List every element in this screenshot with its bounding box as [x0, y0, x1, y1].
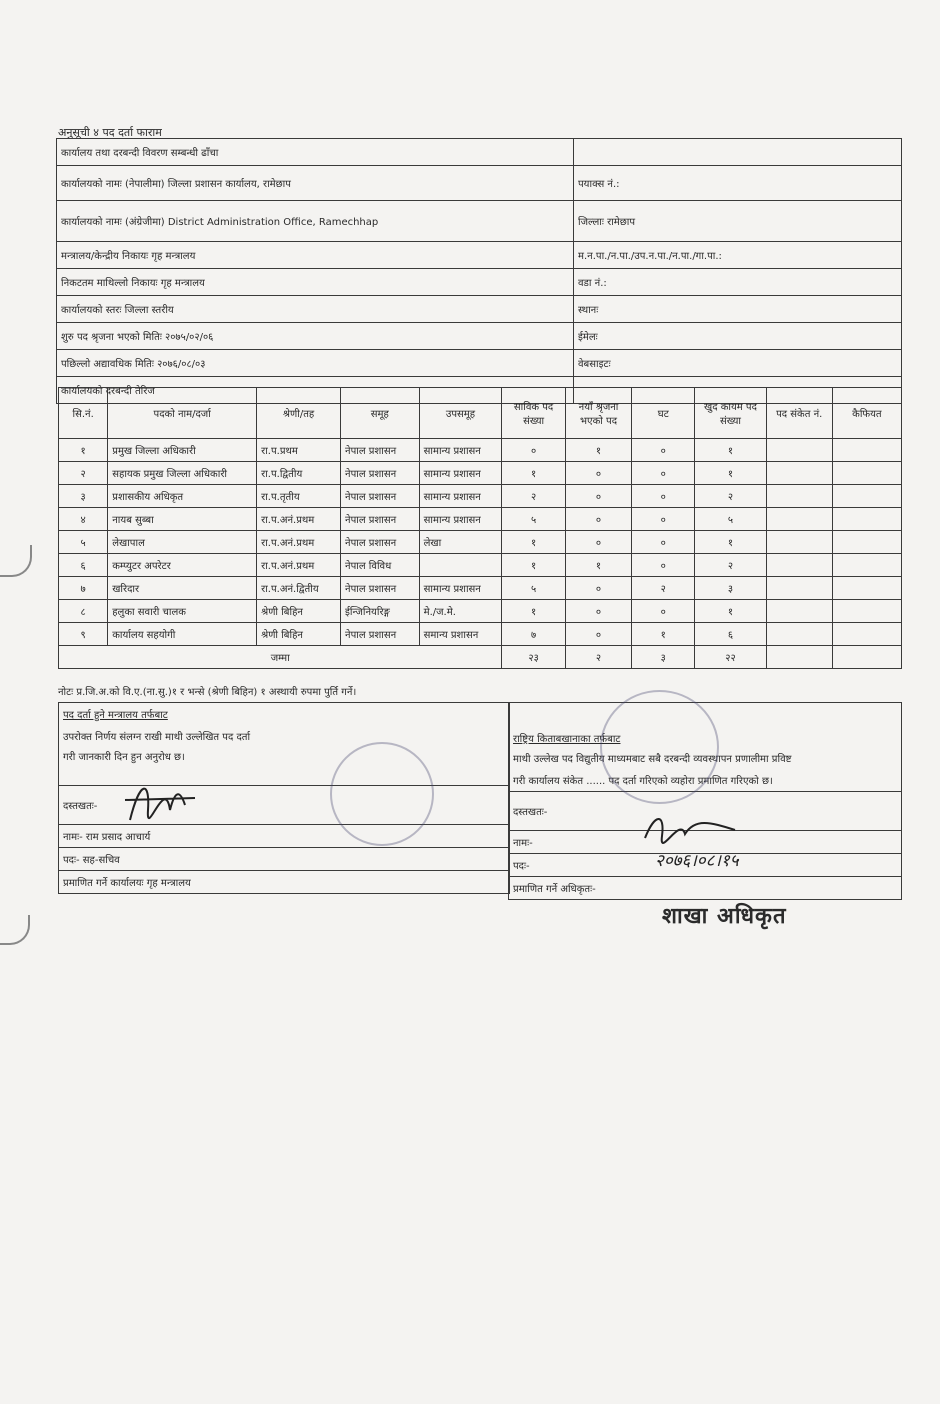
header-left-cell: पछिल्लो अद्यावधिक मितिः २०७६/०८/०३	[57, 350, 574, 377]
table-cell: प्रमुख जिल्ला अधिकारी	[108, 439, 257, 462]
table-cell: ७	[502, 623, 565, 646]
table-cell: कार्यालय सहयोगी	[108, 623, 257, 646]
table-cell: रा.प.द्वितीय	[257, 462, 341, 485]
table-cell	[832, 462, 901, 485]
table-cell	[766, 462, 832, 485]
table-cell: ०	[632, 485, 695, 508]
officer-stamp: शाखा अधिकृत	[662, 904, 787, 929]
column-header: उपसमूह	[419, 388, 502, 439]
table-cell: ०	[565, 600, 631, 623]
ministry-office: प्रमाणित गर्ने कार्यालयः गृह मन्त्रालय	[59, 871, 510, 894]
table-cell: सामान्य प्रशासन	[419, 577, 502, 600]
form-title: अनुसूची ४ पद दर्ता फाराम	[58, 126, 162, 139]
table-cell: नेपाल प्रशासन	[341, 462, 420, 485]
table-cell: ६	[695, 623, 766, 646]
header-right-cell: वेबसाइटः	[574, 350, 902, 377]
table-cell: १	[695, 531, 766, 554]
table-cell: १	[695, 462, 766, 485]
table-cell	[766, 554, 832, 577]
table-cell: ०	[565, 623, 631, 646]
header-row	[57, 269, 902, 296]
table-cell	[766, 508, 832, 531]
punch-hole-icon	[0, 545, 32, 577]
library-sign-label: दस्तखतः-	[509, 792, 902, 831]
header-left-cell: कार्यालयको नामः (नेपालीमा) जिल्ला प्रशासन कार्यालय, रामेछाप	[57, 166, 574, 201]
table-cell: ५	[59, 531, 108, 554]
totals-empty	[766, 646, 832, 669]
table-row	[59, 623, 902, 646]
header-left-cell: शुरु पद श्रृजना भएको मितिः २०७५/०२/०६	[57, 323, 574, 350]
table-cell: समान्य प्रशासन	[419, 623, 502, 646]
ministry-sign-label: दस्तखतः-	[59, 786, 510, 825]
ministry-signature-icon	[120, 770, 200, 830]
header-left-cell: कार्यालयको स्तरः जिल्ला स्तरीय	[57, 296, 574, 323]
table-cell	[832, 508, 901, 531]
table-cell: रा.प.अनं.प्रथम	[257, 531, 341, 554]
table-cell: लेखापाल	[108, 531, 257, 554]
table-cell	[766, 600, 832, 623]
table-cell	[832, 554, 901, 577]
table-cell: रा.प.अनं.प्रथम	[257, 554, 341, 577]
table-cell	[832, 531, 901, 554]
totals-label: जम्मा	[59, 646, 502, 669]
header-left-cell: निकटतम माथिल्लो निकायः गृह मन्त्रालय	[57, 269, 574, 296]
table-cell	[419, 554, 502, 577]
table-cell: नायब सुब्बा	[108, 508, 257, 531]
header-right-cell: म.न.पा./न.पा./उप.न.पा./न.पा./गा.पा.:	[574, 242, 902, 269]
table-cell: ३	[695, 577, 766, 600]
punch-hole-icon-2	[0, 915, 30, 945]
table-cell: ८	[59, 600, 108, 623]
table-cell: ४	[59, 508, 108, 531]
table-cell: २	[59, 462, 108, 485]
ministry-post: पदः- सह-सचिव	[59, 848, 510, 871]
table-cell: सामान्य प्रशासन	[419, 485, 502, 508]
table-cell: खरिदार	[108, 577, 257, 600]
totals-empty	[832, 646, 901, 669]
table-cell: नेपाल प्रशासन	[341, 623, 420, 646]
table-cell: १	[565, 439, 631, 462]
table-cell: ५	[502, 577, 565, 600]
table-cell: रा.प.अनं.प्रथम	[257, 508, 341, 531]
table-cell	[832, 600, 901, 623]
library-office: प्रमाणित गर्ने अधिकृतः-	[509, 877, 902, 900]
table-cell: हलुका सवारी चालक	[108, 600, 257, 623]
table-cell: ०	[632, 531, 695, 554]
column-header: पद संकेत नं.	[766, 388, 832, 439]
table-cell: १	[59, 439, 108, 462]
table-cell	[766, 577, 832, 600]
table-cell: १	[502, 600, 565, 623]
header-row	[57, 201, 902, 242]
column-header: समूह	[341, 388, 420, 439]
totals-net: २२	[695, 646, 766, 669]
header-row	[57, 242, 902, 269]
table-cell: २	[632, 577, 695, 600]
table-cell: ०	[565, 508, 631, 531]
header-right-cell: स्थानः	[574, 296, 902, 323]
library-seal-icon	[600, 690, 719, 804]
table-cell: २	[695, 554, 766, 577]
table-cell: सामान्य प्रशासन	[419, 508, 502, 531]
table-row	[59, 508, 902, 531]
table-cell: १	[695, 600, 766, 623]
table-cell	[766, 485, 832, 508]
table-cell: रा.प.तृतीय	[257, 485, 341, 508]
table-cell: सहायक प्रमुख जिल्ला अधिकारी	[108, 462, 257, 485]
table-row	[59, 439, 902, 462]
table-cell: ०	[632, 508, 695, 531]
table-cell: नेपाल प्रशासन	[341, 577, 420, 600]
header-left-cell: कार्यालय तथा दरबन्दी विवरण सम्बन्धी ढाँचा	[57, 139, 574, 166]
column-header: सि.नं.	[59, 388, 108, 439]
ministry-body-2: गरी जानकारी दिन हुन अनुरोध छ।	[59, 747, 510, 786]
header-row	[57, 139, 902, 166]
table-cell: मे./ज.मे.	[419, 600, 502, 623]
table-cell: रा.प.अनं.द्वितीय	[257, 577, 341, 600]
table-cell: नेपाल प्रशासन	[341, 439, 420, 462]
table-cell: श्रेणी बिहिन	[257, 600, 341, 623]
table-cell: कम्प्युटर अपरेटर	[108, 554, 257, 577]
position-table	[58, 387, 902, 669]
ministry-body-1: उपरोक्त निर्णय संलग्न राखी माथी उल्लेखित पद दर्ता	[59, 725, 510, 747]
header-right-cell: पयाक्स नं.:	[574, 166, 902, 201]
table-cell: लेखा	[419, 531, 502, 554]
office-header-table	[56, 138, 902, 404]
table-cell: ०	[632, 554, 695, 577]
column-header: कैफियत	[832, 388, 901, 439]
table-cell: ईन्जिनियरिङ्ग	[341, 600, 420, 623]
table-cell: सामान्य प्रशासन	[419, 462, 502, 485]
table-row	[59, 577, 902, 600]
table-cell: ३	[59, 485, 108, 508]
table-cell: १	[695, 439, 766, 462]
table-row	[59, 600, 902, 623]
table-cell: १	[632, 623, 695, 646]
ministry-seal-icon	[330, 742, 434, 846]
table-cell: ५	[695, 508, 766, 531]
table-cell: ०	[565, 577, 631, 600]
column-header: साविक पद संख्या	[502, 388, 565, 439]
table-cell: १	[502, 462, 565, 485]
table-row	[59, 462, 902, 485]
table-cell: ९	[59, 623, 108, 646]
header-right-cell: जिल्लाः रामेछाप	[574, 201, 902, 242]
table-cell: ५	[502, 508, 565, 531]
table-cell: ०	[632, 439, 695, 462]
footnote: नोटः प्र.जि.अ.को वि.ए.(ना.सु.)१ र भन्से (श्रेणी बिहिन) १ अस्थायी रुपमा पुर्ति गर्ने।	[58, 687, 357, 698]
table-row	[59, 531, 902, 554]
totals-new: २	[565, 646, 631, 669]
table-cell	[832, 577, 901, 600]
table-cell: सामान्य प्रशासन	[419, 439, 502, 462]
library-name: नामः-	[509, 831, 902, 854]
header-row	[57, 323, 902, 350]
table-cell	[832, 623, 901, 646]
table-cell: ०	[502, 439, 565, 462]
column-header: खुद कायम पद संख्या	[695, 388, 766, 439]
table-cell: श्रेणी बिहिन	[257, 623, 341, 646]
header-row	[57, 350, 902, 377]
table-cell	[766, 623, 832, 646]
ministry-heading: पद दर्ता हुने मन्त्रालय तर्फबाट	[63, 710, 168, 721]
totals-row	[59, 646, 902, 669]
table-cell: ०	[565, 531, 631, 554]
table-cell: १	[565, 554, 631, 577]
table-cell: ०	[565, 485, 631, 508]
table-cell: १	[502, 554, 565, 577]
header-left-cell: मन्त्रालय/केन्द्रीय निकायः गृह मन्त्रालय	[57, 242, 574, 269]
table-cell: रा.प.प्रथम	[257, 439, 341, 462]
table-cell	[766, 531, 832, 554]
table-cell: ०	[565, 462, 631, 485]
table-cell: ०	[632, 462, 695, 485]
table-cell: २	[502, 485, 565, 508]
table-cell: ६	[59, 554, 108, 577]
header-right-cell	[574, 139, 902, 166]
table-cell	[832, 485, 901, 508]
column-header: पदको नाम/दर्जा	[108, 388, 257, 439]
table-cell: प्रशासकीय अधिकृत	[108, 485, 257, 508]
column-header: श्रेणी/तह	[257, 388, 341, 439]
table-cell: नेपाल विविध	[341, 554, 420, 577]
totals-existing: २३	[502, 646, 565, 669]
header-left-cell: कार्यालयको नामः (अंग्रेजीमा) District Administration Office, Ramechhap	[57, 201, 574, 242]
table-cell	[832, 439, 901, 462]
table-cell: १	[502, 531, 565, 554]
library-heading: राष्ट्रिय किताबखानाका तर्फबाट	[513, 734, 621, 745]
header-row	[57, 296, 902, 323]
library-signature-icon	[640, 808, 740, 848]
table-cell: नेपाल प्रशासन	[341, 508, 420, 531]
totals-reduced: ३	[632, 646, 695, 669]
table-row	[59, 554, 902, 577]
column-header: नयाँ श्रृजना भएको पद	[565, 388, 631, 439]
table-cell	[766, 439, 832, 462]
table-cell: ७	[59, 577, 108, 600]
column-header: घट	[632, 388, 695, 439]
library-body-1: माथी उल्लेख पद विद्युतीय माध्यमबाट सबै दरबन्दी व्यवस्थापन प्रणालीमा प्रविष्ट	[509, 747, 902, 769]
table-row	[59, 485, 902, 508]
table-cell: नेपाल प्रशासन	[341, 485, 420, 508]
table-cell: २	[695, 485, 766, 508]
header-row	[57, 166, 902, 201]
library-body-2: गरी कार्यालय संकेत ...... पद दर्ता गरिएको व्यहोरा प्रमाणित गरिएको छ।	[509, 769, 902, 792]
header-right-cell: वडा नं.:	[574, 269, 902, 296]
table-cell: नेपाल प्रशासन	[341, 531, 420, 554]
library-post: पदः-	[509, 854, 902, 877]
handwritten-date: २०७६।०८।१५	[655, 851, 739, 871]
header-right-cell: ईमेलः	[574, 323, 902, 350]
header-left-cell: कार्यालयको दरबन्दी तेरिज	[57, 377, 574, 404]
ministry-name: नामः- राम प्रसाद आचार्य	[59, 825, 510, 848]
table-cell: ०	[632, 600, 695, 623]
